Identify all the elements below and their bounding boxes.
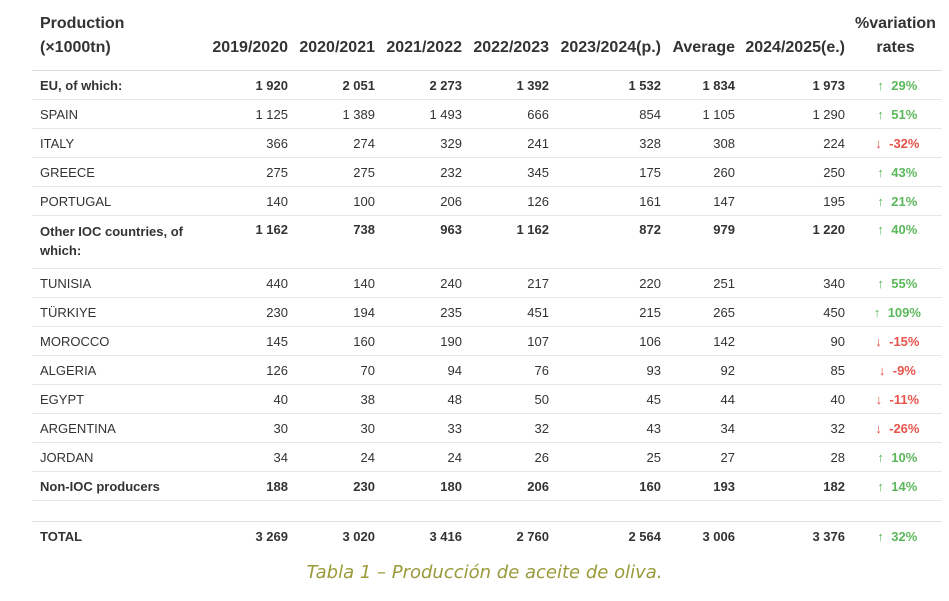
row-value: 32	[466, 414, 553, 443]
row-value: 340	[739, 269, 849, 298]
row-value: 206	[379, 187, 466, 216]
variation-cell	[849, 216, 942, 269]
table-row	[32, 100, 942, 129]
arrow-up-icon: ↑	[877, 449, 884, 465]
table-row	[32, 298, 942, 327]
row-value: 3 416	[429, 528, 462, 544]
row-value: 3 006	[702, 528, 735, 544]
row-value: 93	[553, 356, 665, 385]
row-value: 232	[379, 158, 466, 187]
row-value: 160	[553, 472, 665, 501]
row-value: 224	[739, 129, 849, 158]
variation-cell	[849, 298, 942, 327]
row-label: TUNISIA	[32, 269, 200, 298]
row-value: 308	[665, 129, 739, 158]
row-label: GREECE	[32, 158, 200, 187]
spacer-cell	[200, 501, 292, 522]
arrow-up-icon: ↑	[873, 304, 881, 320]
variation-value: 32%	[891, 528, 918, 544]
row-label: SPAIN	[32, 100, 200, 129]
row-value: 440	[200, 269, 292, 298]
variation-value: 55%	[891, 275, 918, 291]
row-value: 38	[292, 385, 379, 414]
row-value: 1 162	[466, 216, 553, 269]
row-value: 230	[200, 298, 292, 327]
row-value: 217	[466, 269, 553, 298]
row-label: EU, of which:	[32, 71, 200, 100]
row-value: 450	[739, 298, 849, 327]
olive-oil-production-table	[32, 8, 942, 550]
row-value: 2 051	[292, 71, 379, 100]
row-label: TOTAL	[40, 528, 83, 544]
row-value: 328	[553, 129, 665, 158]
row-value: 1 920	[200, 71, 292, 100]
row-value: 666	[466, 100, 553, 129]
variation-value: 51%	[891, 106, 918, 122]
row-value: 182	[739, 472, 849, 501]
row-value: 30	[200, 414, 292, 443]
variation-value: 109%	[887, 304, 921, 320]
variation-cell	[849, 129, 942, 158]
header-average: Average	[665, 8, 739, 71]
row-value: 92	[665, 356, 739, 385]
variation-cell	[849, 356, 942, 385]
row-value: 240	[379, 269, 466, 298]
row-value: 872	[553, 216, 665, 269]
row-value: 43	[553, 414, 665, 443]
row-value: 24	[292, 443, 379, 472]
row-value: 235	[379, 298, 466, 327]
row-value: 275	[200, 158, 292, 187]
row-value: 40	[739, 385, 849, 414]
row-value: 33	[379, 414, 466, 443]
row-label: Non-IOC producers	[32, 472, 200, 501]
row-label: Other IOC countries, of which:	[32, 216, 200, 269]
row-value: 2 273	[379, 71, 466, 100]
header-production-line1: Production	[40, 15, 125, 32]
header-year: 2020/2021	[292, 8, 379, 71]
row-value: 2 760	[516, 528, 549, 544]
row-value: 70	[292, 356, 379, 385]
table-caption: Tabla 1 – Producción de aceite de oliva.	[306, 562, 663, 583]
row-value: 90	[739, 327, 849, 356]
row-value: 106	[553, 327, 665, 356]
header-year: 2024/2025(e.)	[739, 8, 849, 71]
spacer-cell	[739, 501, 849, 522]
row-value: 140	[292, 269, 379, 298]
variation-value: -11%	[889, 391, 920, 407]
row-value: 76	[466, 356, 553, 385]
table-row	[32, 216, 942, 269]
table-row	[32, 129, 942, 158]
table-row	[32, 187, 942, 216]
arrow-down-icon: ↓	[878, 362, 886, 378]
row-value: 854	[553, 100, 665, 129]
row-value: 3 020	[342, 528, 375, 544]
spacer-cell	[292, 501, 379, 522]
arrow-up-icon: ↑	[877, 77, 884, 93]
row-value: 215	[553, 298, 665, 327]
arrow-down-icon: ↓	[875, 391, 883, 407]
table-row	[32, 327, 942, 356]
row-value: 738	[292, 216, 379, 269]
row-value: 1 105	[665, 100, 739, 129]
header-year: 2022/2023	[466, 8, 553, 71]
spacer-cell	[466, 501, 553, 522]
row-value: 45	[553, 385, 665, 414]
row-value: 220	[553, 269, 665, 298]
row-value: 1 389	[292, 100, 379, 129]
row-value: 1 220	[739, 216, 849, 269]
variation-value: -15%	[889, 333, 920, 349]
row-value: 147	[665, 187, 739, 216]
row-label: EGYPT	[32, 385, 200, 414]
header-row	[32, 8, 942, 71]
row-value: 1 290	[739, 100, 849, 129]
row-value: 34	[200, 443, 292, 472]
row-value: 275	[292, 158, 379, 187]
row-value: 40	[200, 385, 292, 414]
row-value: 451	[466, 298, 553, 327]
row-value: 34	[665, 414, 739, 443]
row-value: 2 564	[628, 528, 661, 544]
variation-cell	[849, 385, 942, 414]
arrow-up-icon: ↑	[877, 164, 884, 180]
header-variation	[849, 8, 942, 71]
arrow-down-icon: ↓	[875, 420, 882, 436]
row-value: 1 392	[466, 71, 553, 100]
row-value: 27	[665, 443, 739, 472]
row-value: 50	[466, 385, 553, 414]
row-value: 206	[466, 472, 553, 501]
row-value: 260	[665, 158, 739, 187]
row-value: 979	[665, 216, 739, 269]
row-value: 1 493	[379, 100, 466, 129]
table-row	[32, 269, 942, 298]
row-label: ARGENTINA	[32, 414, 200, 443]
row-value: 94	[379, 356, 466, 385]
row-value: 193	[665, 472, 739, 501]
table-row	[32, 356, 942, 385]
table-row	[32, 472, 942, 501]
row-value: 195	[739, 187, 849, 216]
row-value: 329	[379, 129, 466, 158]
row-label: JORDAN	[32, 443, 200, 472]
table-row	[32, 385, 942, 414]
row-value: 188	[200, 472, 292, 501]
spacer-cell	[553, 501, 665, 522]
row-value: 142	[665, 327, 739, 356]
table-row	[32, 443, 942, 472]
row-label: MOROCCO	[32, 327, 200, 356]
row-value: 107	[466, 327, 553, 356]
arrow-up-icon: ↑	[877, 106, 884, 122]
spacer-cell	[849, 501, 942, 522]
variation-cell	[849, 472, 942, 501]
row-value: 1 125	[200, 100, 292, 129]
variation-value: 14%	[891, 478, 918, 494]
row-value: 250	[739, 158, 849, 187]
row-value: 48	[379, 385, 466, 414]
header-year: 2021/2022	[379, 8, 466, 71]
arrow-up-icon: ↑	[877, 193, 884, 209]
spacer-cell	[665, 501, 739, 522]
header-production	[32, 8, 200, 71]
variation-value: 43%	[891, 164, 918, 180]
row-value: 345	[466, 158, 553, 187]
header-variation-line2: rates	[876, 39, 915, 56]
row-value: 126	[200, 356, 292, 385]
arrow-down-icon: ↓	[875, 135, 882, 151]
row-label: ITALY	[32, 129, 200, 158]
row-label: ALGERIA	[32, 356, 200, 385]
table-body	[32, 71, 942, 551]
variation-cell	[849, 522, 942, 551]
variation-value: 29%	[891, 77, 918, 93]
header-year: 2019/2020	[200, 8, 292, 71]
row-value: 28	[739, 443, 849, 472]
row-value: 161	[553, 187, 665, 216]
row-value: 25	[553, 443, 665, 472]
row-value: 180	[379, 472, 466, 501]
row-value: 230	[292, 472, 379, 501]
row-value: 251	[665, 269, 739, 298]
row-value: 366	[200, 129, 292, 158]
row-value: 100	[292, 187, 379, 216]
arrow-up-icon: ↑	[877, 275, 884, 291]
variation-cell	[849, 414, 942, 443]
row-value: 140	[200, 187, 292, 216]
row-value: 194	[292, 298, 379, 327]
row-label: TÜRKIYE	[32, 298, 200, 327]
table-row	[32, 158, 942, 187]
row-value: 1 834	[665, 71, 739, 100]
row-value: 160	[292, 327, 379, 356]
arrow-down-icon: ↓	[875, 333, 882, 349]
variation-value: -26%	[889, 420, 920, 436]
row-value: 175	[553, 158, 665, 187]
variation-cell	[849, 100, 942, 129]
row-label: PORTUGAL	[32, 187, 200, 216]
row-value: 44	[665, 385, 739, 414]
row-value: 145	[200, 327, 292, 356]
variation-value: -32%	[889, 135, 920, 151]
row-value: 265	[665, 298, 739, 327]
variation-value: 40%	[891, 222, 918, 237]
row-value: 30	[292, 414, 379, 443]
header-year: 2023/2024(p.)	[553, 8, 665, 71]
variation-cell	[849, 158, 942, 187]
production-table-container	[32, 8, 942, 550]
row-value: 32	[739, 414, 849, 443]
arrow-up-icon: ↑	[877, 222, 884, 237]
row-value: 274	[292, 129, 379, 158]
variation-cell	[849, 327, 942, 356]
row-value: 963	[379, 216, 466, 269]
variation-value: -9%	[892, 362, 916, 378]
row-value: 3 269	[255, 528, 288, 544]
row-value: 24	[379, 443, 466, 472]
row-value: 1 532	[553, 71, 665, 100]
table-row	[32, 414, 942, 443]
variation-cell	[849, 187, 942, 216]
variation-cell	[849, 71, 942, 100]
row-value: 1 973	[739, 71, 849, 100]
row-value: 85	[739, 356, 849, 385]
table-row	[32, 71, 942, 100]
row-value: 190	[379, 327, 466, 356]
header-variation-line1: %variation	[855, 15, 936, 32]
variation-value: 10%	[891, 449, 918, 465]
total-row	[32, 522, 942, 551]
row-value: 1 162	[200, 216, 292, 269]
variation-cell	[849, 269, 942, 298]
row-value: 26	[466, 443, 553, 472]
spacer-cell	[32, 501, 200, 522]
variation-value: 21%	[891, 193, 918, 209]
spacer-cell	[379, 501, 466, 522]
spacer-row	[32, 501, 942, 522]
row-value: 241	[466, 129, 553, 158]
arrow-up-icon: ↑	[877, 478, 884, 494]
variation-cell	[849, 443, 942, 472]
row-value: 3 376	[812, 528, 845, 544]
header-production-line2: (×1000tn)	[40, 39, 111, 56]
row-value: 126	[466, 187, 553, 216]
arrow-up-icon: ↑	[877, 528, 884, 544]
